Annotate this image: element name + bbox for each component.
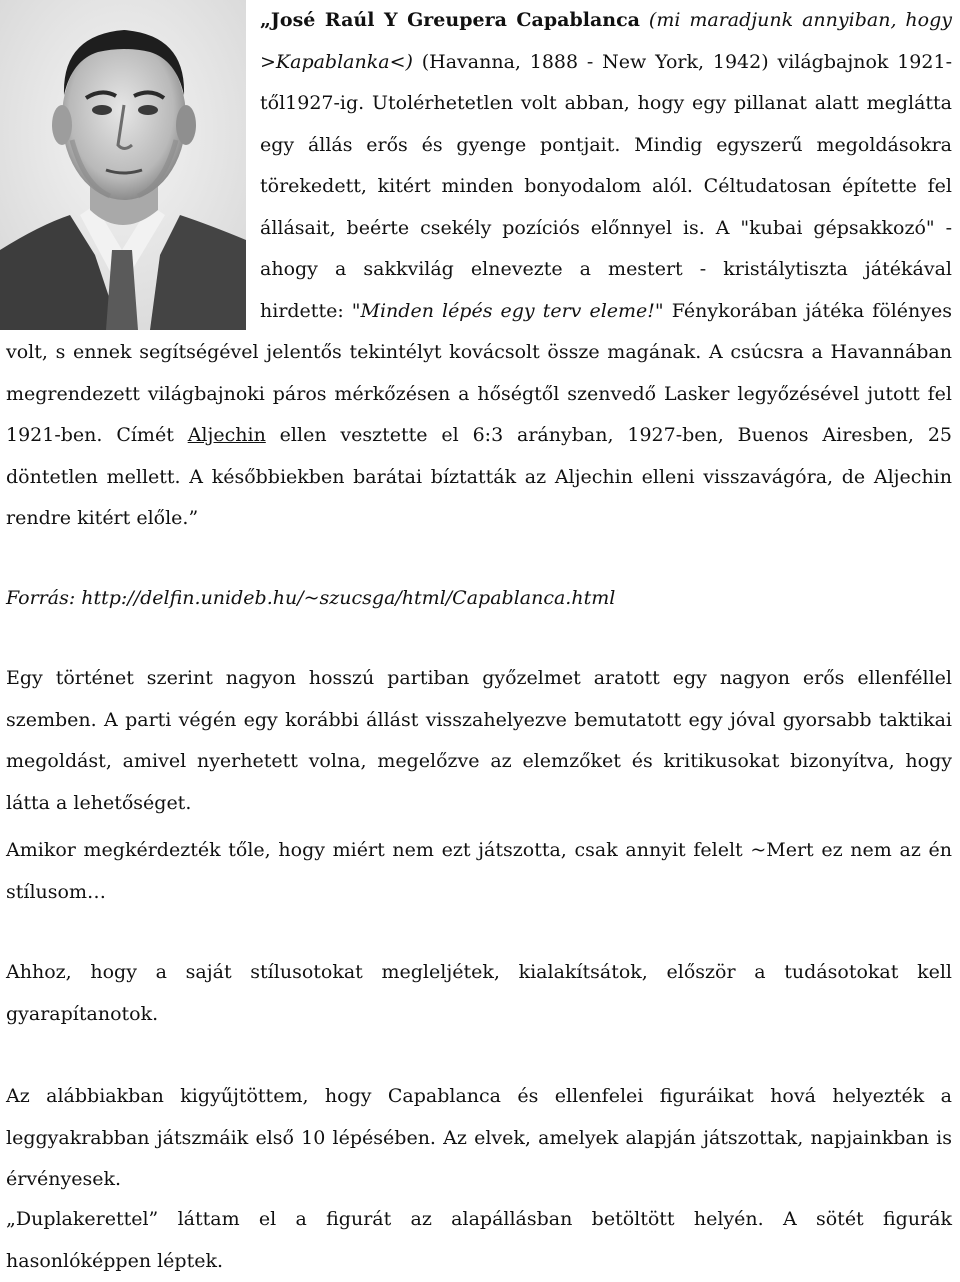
intro-text-a: Utolérhetetlen volt abban, hogy egy pillanat alatt meglátta egy állás erős és gyenge pontjait. Mindig egyszerű megoldásokra törekedett, kitért minden bonyodalom alól. Céltudatosan építette fel állásait, beérte csekély pozíciós előnnyel is. A "kubai gépsakkozó" - ahogy a sakkvilág elnevezte a mestert - kristálytiszta játékával hirdette: bbox=[260, 92, 952, 322]
name-note: (mi maradjunk annyiban, hogy >Kapablanka<) bbox=[260, 9, 952, 73]
paragraph-double-frame: „Duplakerettel” láttam el a figurát az alapállásban betöltött helyén. A sötét figurák hasonlóképpen léptek. bbox=[6, 1208, 952, 1272]
birth-death-text: (Havanna, 1888 - New York, 1942) világbajnok 1921-től1927-ig. bbox=[260, 50, 952, 114]
aljechin-link[interactable]: Aljechin bbox=[187, 424, 266, 446]
paragraph-collection: Az alábbiakban kigyűjtöttem, hogy Capablanca és ellenfelei figuráikat hová helyezték a leggyakrabban játszmáik első 10 lépésében. Az elvek, amelyek alapján játszottak, napjainkban is érvényesek. bbox=[6, 1085, 952, 1190]
source-text: Forrás: http://delfin.unideb.hu/~szucsga/html/Capablanca.html bbox=[6, 587, 616, 609]
portrait-spacer bbox=[6, 0, 260, 330]
paragraph-answer: Amikor megkérdezték tőle, hogy miért nem ezt játszotta, csak annyit felelt ~Mert ez nem az én stílusom… bbox=[6, 839, 952, 903]
player-name: „José Raúl Y Greupera Capablanca bbox=[260, 9, 640, 31]
intro-paragraph bbox=[6, 0, 952, 540]
paragraph-style: Ahhoz, hogy a saját stílusotokat megleljétek, kialakítsátok, először a tudásotokat kell gyarapítanotok. bbox=[6, 961, 952, 1025]
intro-text-b: Fénykorában játéka fölényes volt, s ennek segítségével jelentős tekintélyt kovácsolt össze magának. A csúcsra a Havannában megrendezett világbajnoki páros mérkőzésen a hőségtől szenvedő Lasker legyőzésével jutott fel 1921-ben. Címét bbox=[6, 299, 953, 446]
intro-text-c: ellen vesztette el 6:3 arányban, 1927-ben, Buenos Airesben, 25 döntetlen mellett. A későbbiekben barátai bíztatták az Aljechin elleni visszavágóra, de Aljechin rendre kitért előle.” bbox=[6, 424, 952, 529]
paragraph-story: Egy történet szerint nagyon hosszú partiban győzelmet aratott egy nagyon erős ellenféllel szemben. A parti végén egy korábbi állást visszahelyezve bemutatott egy jóval gyorsabb taktikai megoldást, amivel nyerhetett volna, megelőzve az elemzőket és kritikusokat bizonyítva, hogy látta a lehetőséget. bbox=[6, 667, 952, 814]
source-line bbox=[6, 578, 952, 620]
intro-quote: "Minden lépés egy terv eleme!" bbox=[351, 299, 664, 322]
